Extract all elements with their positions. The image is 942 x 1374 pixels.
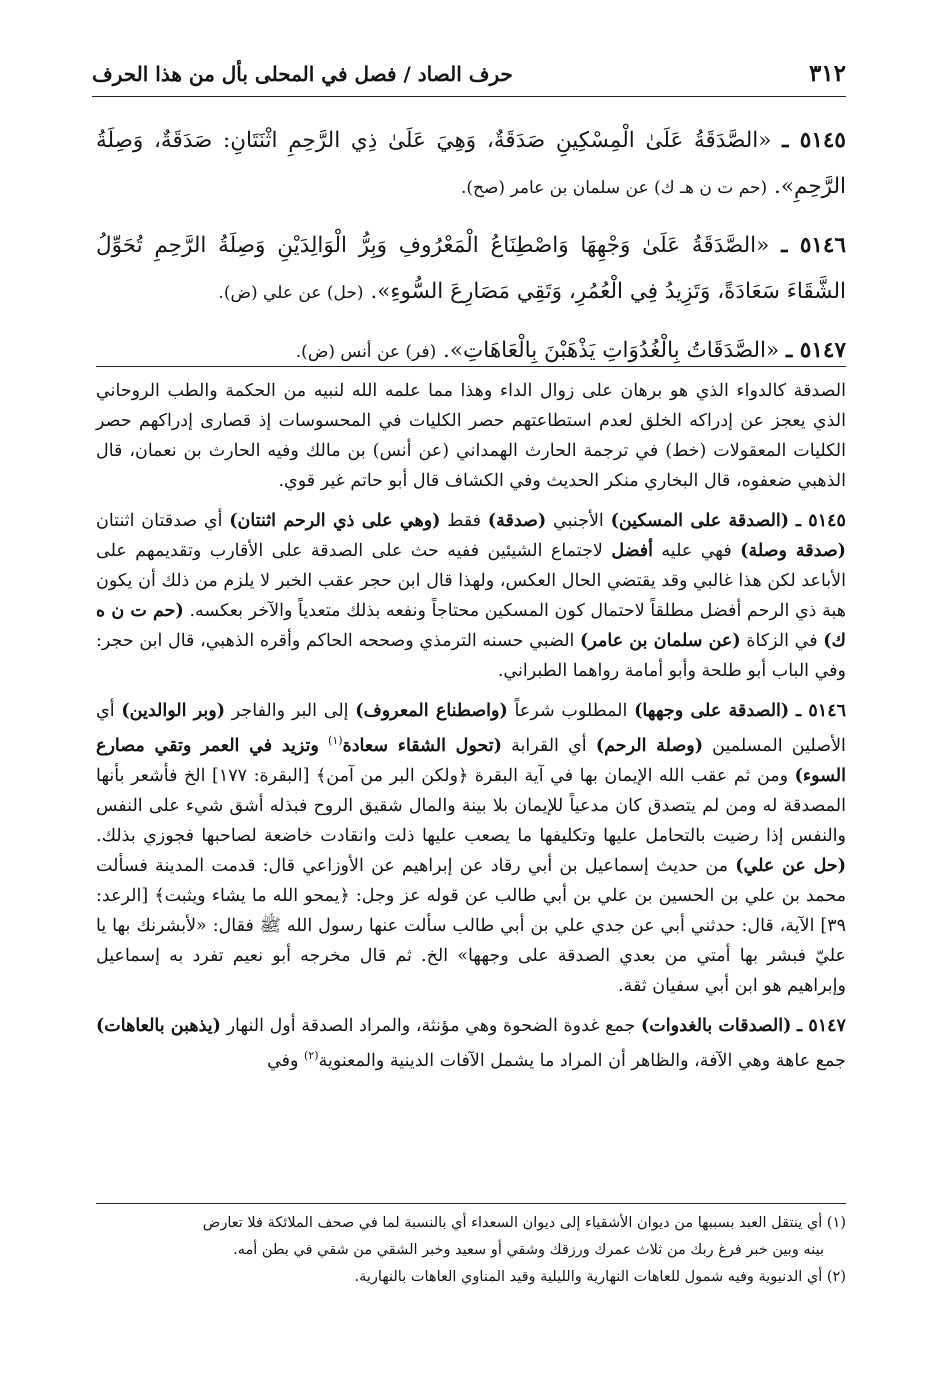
- commentary-intro: الصدقة كالدواء الذي هو برهان على زوال الداء وهذا مما علمه الله لنبيه من الحكمة والطب الروحاني الذي يعجز عن إدراكه الخلق لعدم استطاعتهم حصر الكليات في المحسوسات إذ قصارى إدراكهم حصر الكليات المعقولات (خط) في ترجمة الحارث الهمداني (عن أنس) بن مالك وفيه الحارث بن نعمان، قال الذهبي ضعفوه، قال البخاري منكر الحديث وفي الكشاف قال أبو حاتم غير قوي.: [96, 381, 846, 491]
- commentary-text: ومن ثم عقب الله الإيمان بها في آية البقرة ﴿ولكن البر من آمن﴾ [البقرة: ١٧٧] الخ فأشعر بأنها المصدقة له ومن لم يتصدق كان مدعياً للإيمان بلا بينة والمال شقيق الروح فبذله أشق شيء على النفس والنفس إذا رضيت بالتحامل عليها وتكليفها ما يصعب عليها ذلت وانقادت خاضعة لصاحبها فجوزي بذلك.: [96, 765, 846, 846]
- hadith-5147: [96, 328, 846, 375]
- quoted-phrase: (يذهبن بالعاهات): [96, 1015, 221, 1036]
- commentary-5146: [96, 696, 846, 1001]
- commentary-text: الضبي حسنه الترمذي وصححه الحاكم وأقره الذهبي، قال ابن حجر: وفي الباب أبو طلحة وأبو أمامة رواهما الطبراني.: [96, 631, 846, 681]
- quoted-phrase: (واصطناع المعروف): [355, 701, 508, 721]
- footnote-1: (١) أي ينتقل العبد بسببها من ديوان الأشقياء إلى ديوان السعداء أي بالنسبة لما في صحف الملائكة فلا تعارض: [202, 1215, 846, 1231]
- commentary-5147: [96, 1011, 846, 1076]
- page-header: [92, 56, 846, 97]
- hadith-number: ٥١٤٥ ـ: [782, 128, 846, 153]
- commentary-text: من حديث إسماعيل بن أبي رقاد عن إبراهيم عن الأوزاعي قال: قدمت المدينة فسألت محمد بن علي بن الحسين بن علي بن أبي طالب عن قوله عز وجل: ﴿يمحو الله ما يشاء ويثبت﴾ [الرعد: ٣٩] الآية، قال: حدثني أبي عن جدي علي بن أبي طالب سألت عنها رسول الله ﷺ فقال: «لأبشرنك بها يا عليّ فبشر بها أمتي من بعدي الصدقة على وجهها» الخ. ثم قال مخرجه أبو نعيم تفرد به إسماعيل وإبراهيم هو ابن أبي سفيان ثقة.: [96, 855, 846, 996]
- commentary-text: المطلوب شرعاً: [514, 701, 628, 721]
- quoted-phrase: (الصدقة على وجهها): [634, 701, 790, 721]
- commentary-text: أي صدقتان اثنتان: [96, 511, 223, 531]
- hadith-text: «الصَّدَقَاتُ بِالْغُدُوَاتِ يَذْهَبْنَ بِالْعَاهَاتِ».: [443, 338, 780, 363]
- hadith-text: «الصَّدَقَةُ عَلَىٰ وَجْهِهَا وَاصْطِنَاعُ الْمَعْرُوفِ وَبِرُّ الْوَالِدَيْنِ وَصِلَةُ الرَّحِمِ تُحَوِّلُ الشَّقَاءَ سَعَادَةً، وَتَزِيدُ فِي الْعُمُرِ، وَتَقِي مَصَارِعَ السُّوءِ».: [96, 233, 846, 304]
- footnote-marker[interactable]: (٢): [304, 1048, 319, 1062]
- quoted-phrase: أفضل: [611, 541, 653, 561]
- hadith-source: (حل) عن علي (ض).: [218, 283, 364, 303]
- commentary-number: ٥١٤٦ ـ: [795, 701, 846, 721]
- commentary-text: إلى البر والفاجر: [231, 701, 349, 721]
- commentary: [96, 376, 846, 1086]
- quoted-phrase: (وبر الوالدين): [121, 701, 225, 721]
- footnote-marker[interactable]: (١): [328, 734, 343, 747]
- commentary-text: فهي عليه: [661, 541, 732, 561]
- commentary-text: وفي: [267, 1050, 299, 1071]
- quoted-phrase: (حم ت ن ه ك): [96, 601, 846, 651]
- hadith-5145: [96, 118, 846, 211]
- quoted-phrase: (الصدقات بالغدوات): [641, 1015, 792, 1036]
- hadith-section: [96, 118, 846, 387]
- commentary-text: في الزكاة: [746, 631, 818, 651]
- hadith-text: «الصَّدَقَةُ عَلَىٰ الْمِسْكِينِ صَدَقَةٌ، وَهِيَ عَلَىٰ ذِي الرَّحِمِ اثْنَتَانِ: صَدَقَةٌ، وَصِلَةُ الرَّحِمِ».: [96, 128, 846, 199]
- commentary-text: جمع عاهة وهي الآفة، والظاهر أن المراد ما يشمل الآفات الدينية والمعنوية: [318, 1050, 846, 1071]
- quoted-phrase: (حل عن علي): [735, 855, 846, 876]
- quoted-phrase: (الصدقة على المسكين): [610, 511, 790, 531]
- footnotes: [96, 1210, 846, 1291]
- running-title: حرف الصاد / فصل في المحلى بأل من هذا الحرف: [92, 62, 513, 86]
- footnote-divider: [96, 1203, 846, 1204]
- hadith-source: (حم ت ن هـ ك) عن سلمان بن عامر (صح).: [460, 178, 768, 198]
- commentary-number: ٥١٤٧ ـ: [797, 1015, 846, 1036]
- commentary-5145: [96, 506, 846, 686]
- section-divider: [96, 366, 846, 367]
- quoted-phrase: (تحول الشقاء سعادة: [342, 735, 502, 756]
- footnote-1-continued: بينه وبين خبر فرغ ربك من ثلاث عمرك ورزقك وشقي أو سعيد وخبر الشقي من شقي في بطن أمه.: [233, 1242, 824, 1258]
- quoted-phrase: (صدقة وصلة): [740, 541, 846, 561]
- quoted-phrase: وتزيد في العمر وتقي مصارع السوء): [96, 735, 846, 786]
- commentary-text: فقط: [447, 511, 482, 531]
- commentary-text: أي الأصلين المسلمين: [96, 701, 846, 756]
- commentary-number: ٥١٤٥ ـ: [795, 511, 846, 531]
- page-number: ٣١٢: [808, 60, 846, 87]
- quoted-phrase: (وصلة الرحم): [595, 735, 703, 756]
- hadith-number: ٥١٤٦ ـ: [781, 233, 847, 258]
- hadith-source: (فر) عن أنس (ض).: [295, 342, 437, 362]
- commentary-text: جمع غدوة الضحوة وهي مؤنثة، والمراد الصدقة أول النهار: [226, 1015, 636, 1036]
- hadith-number: ٥١٤٧ ـ: [786, 338, 846, 363]
- footnote-2: (٢) أي الدنيوية وفيه شمول للعاهات النهارية والليلية وقيد المناوي العاهات بالنهارية.: [354, 1269, 846, 1285]
- commentary-text: الأجنبي: [552, 511, 604, 531]
- quoted-phrase: (وهي على ذي الرحم اثنتان): [229, 511, 441, 531]
- commentary-text: أي القرابة: [511, 735, 587, 756]
- hadith-5146: [96, 223, 846, 316]
- commentary-text: لاجتماع الشيئين ففيه حث على الصدقة على الأقارب وتقديمهم على الأباعد لكن هذا غالبي وقد يقتضي الحال العكس، ولهذا قال ابن حجر عقب الخبر لا يلزم من ذلك أن يكون هبة ذي الرحم أفضل مطلقاً لاحتمال كون المسكين محتاجاً ونفعه بذلك متعدياً والآخر بعكسه.: [96, 541, 846, 621]
- quoted-phrase: (عن سلمان بن عامر): [580, 631, 741, 651]
- quoted-phrase: (صدقة): [487, 511, 547, 531]
